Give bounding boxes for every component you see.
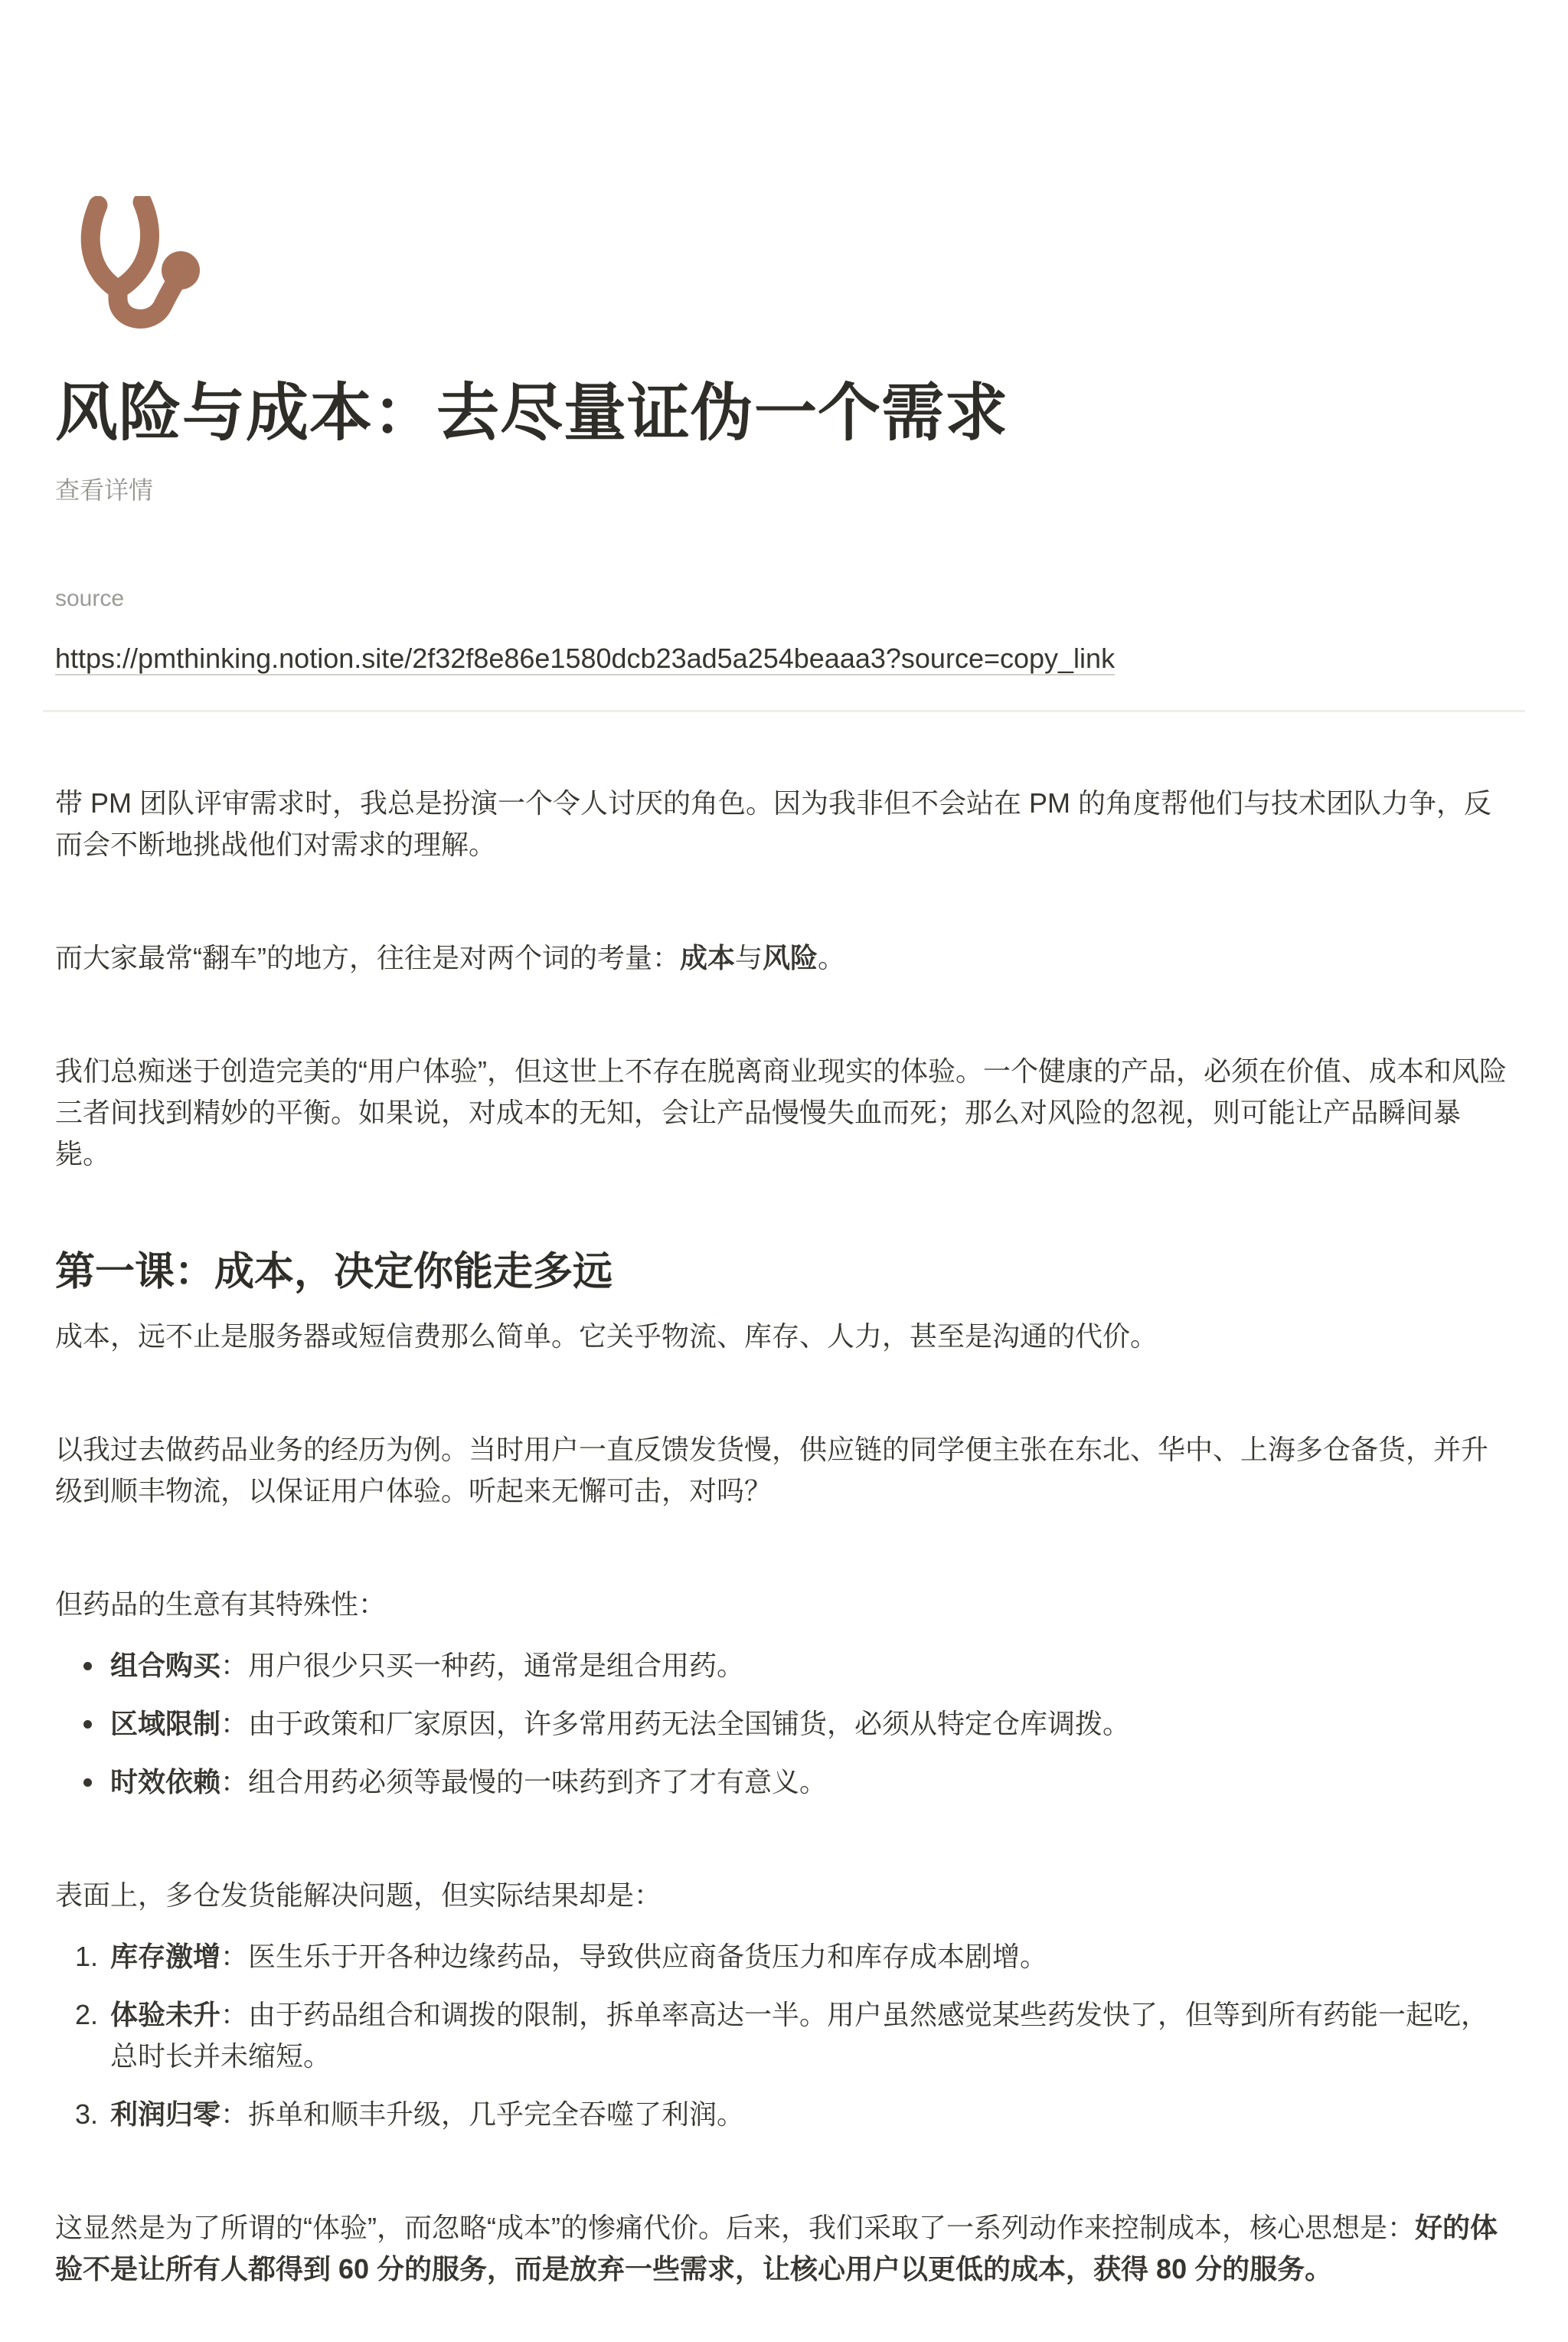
source-property-label: source	[55, 586, 125, 612]
paragraph-specialty-lead: 但药品的生意有其特殊性：	[55, 1588, 387, 1620]
list-item: • 区域限制：由于政策和厂家原因，许多常用药无法全国铺货，必须从特定仓库调拨。	[106, 1703, 1513, 1745]
paragraph-result-lead: 表面上，多仓发货能解决问题，但实际结果却是：	[55, 1879, 662, 1911]
paragraph-cost-definition: 成本，远不止是服务器或短信费那么简单。它关乎物流、库存、人力，甚至是沟通的代价。	[55, 1320, 1158, 1352]
view-details-link[interactable]: 查看详情	[55, 476, 154, 505]
list-item: • 组合购买：用户很少只买一种药，通常是组合用药。	[106, 1645, 1513, 1686]
stethoscope-icon	[72, 196, 1513, 330]
page-title: 风险与成本：去尽量证伪一个需求	[55, 378, 1009, 448]
divider	[43, 710, 1525, 712]
section-heading-lesson1: 第一课：成本，决定你能走多远	[55, 1250, 613, 1295]
specialty-bullet-list	[55, 1645, 1513, 1803]
page-content	[55, 0, 1513, 2342]
list-item: • 时效依赖：组合用药必须等最慢的一味药到齐了才有意义。	[106, 1761, 1513, 1803]
result-numbered-list	[55, 1936, 1513, 2135]
paragraph-intro-1: 带 PM 团队评审需求时，我总是扮演一个令人讨厌的角色。因为我非但不会站在 PM 的角度帮他们与技术团队力争，反而会不断地挑战他们对需求的理解。	[55, 787, 1492, 861]
list-item: 2. 体验未升：由于药品组合和调拨的限制，拆单率高达一半。用户虽然感觉某些药发快了，但等到所有药能一起吃，总时长并未缩短。	[106, 1994, 1513, 2077]
paragraph-conclusion: 这显然是为了所谓的“体验”，而忽略“成本”的惨痛代价。后来，我们采取了一系列动作来控制成本，核心思想是：好的体验不是让所有人都得到 60 分的服务，而是放弃一些需求，让核心用户以更低的成本，获得 80 分的服务。	[55, 2211, 1498, 2285]
paragraph-intro-3: 我们总痴迷于创造完美的“用户体验”，但这世上不存在脱离商业现实的体验。一个健康的产品，必须在价值、成本和风险三者间找到精妙的平衡。如果说，对成本的无知，会让产品慢慢失血而死；那么对风险的忽视，则可能让产品瞬间暴毙。	[55, 1055, 1507, 1170]
source-url-link[interactable]: https://pmthinking.notion.site/2f32f8e86e1580dcb23ad5a254beaaa3?source=copy_link	[55, 643, 1116, 675]
list-item: 1. 库存激增：医生乐于开各种边缘药品，导致供应商备货压力和库存成本剧增。	[106, 1936, 1513, 1977]
paragraph-intro-2: 而大家最常“翻车”的地方，往往是对两个词的考量：成本与风险。	[55, 942, 846, 974]
list-item: 3. 利润归零：拆单和顺丰升级，几乎完全吞噬了利润。	[106, 2094, 1513, 2135]
paragraph-pharmacy-example: 以我过去做药品业务的经历为例。当时用户一直反馈发货慢，供应链的同学便主张在东北、华中、上海多仓备货，并升级到顺丰物流，以保证用户体验。听起来无懈可击，对吗？	[55, 1433, 1489, 1506]
